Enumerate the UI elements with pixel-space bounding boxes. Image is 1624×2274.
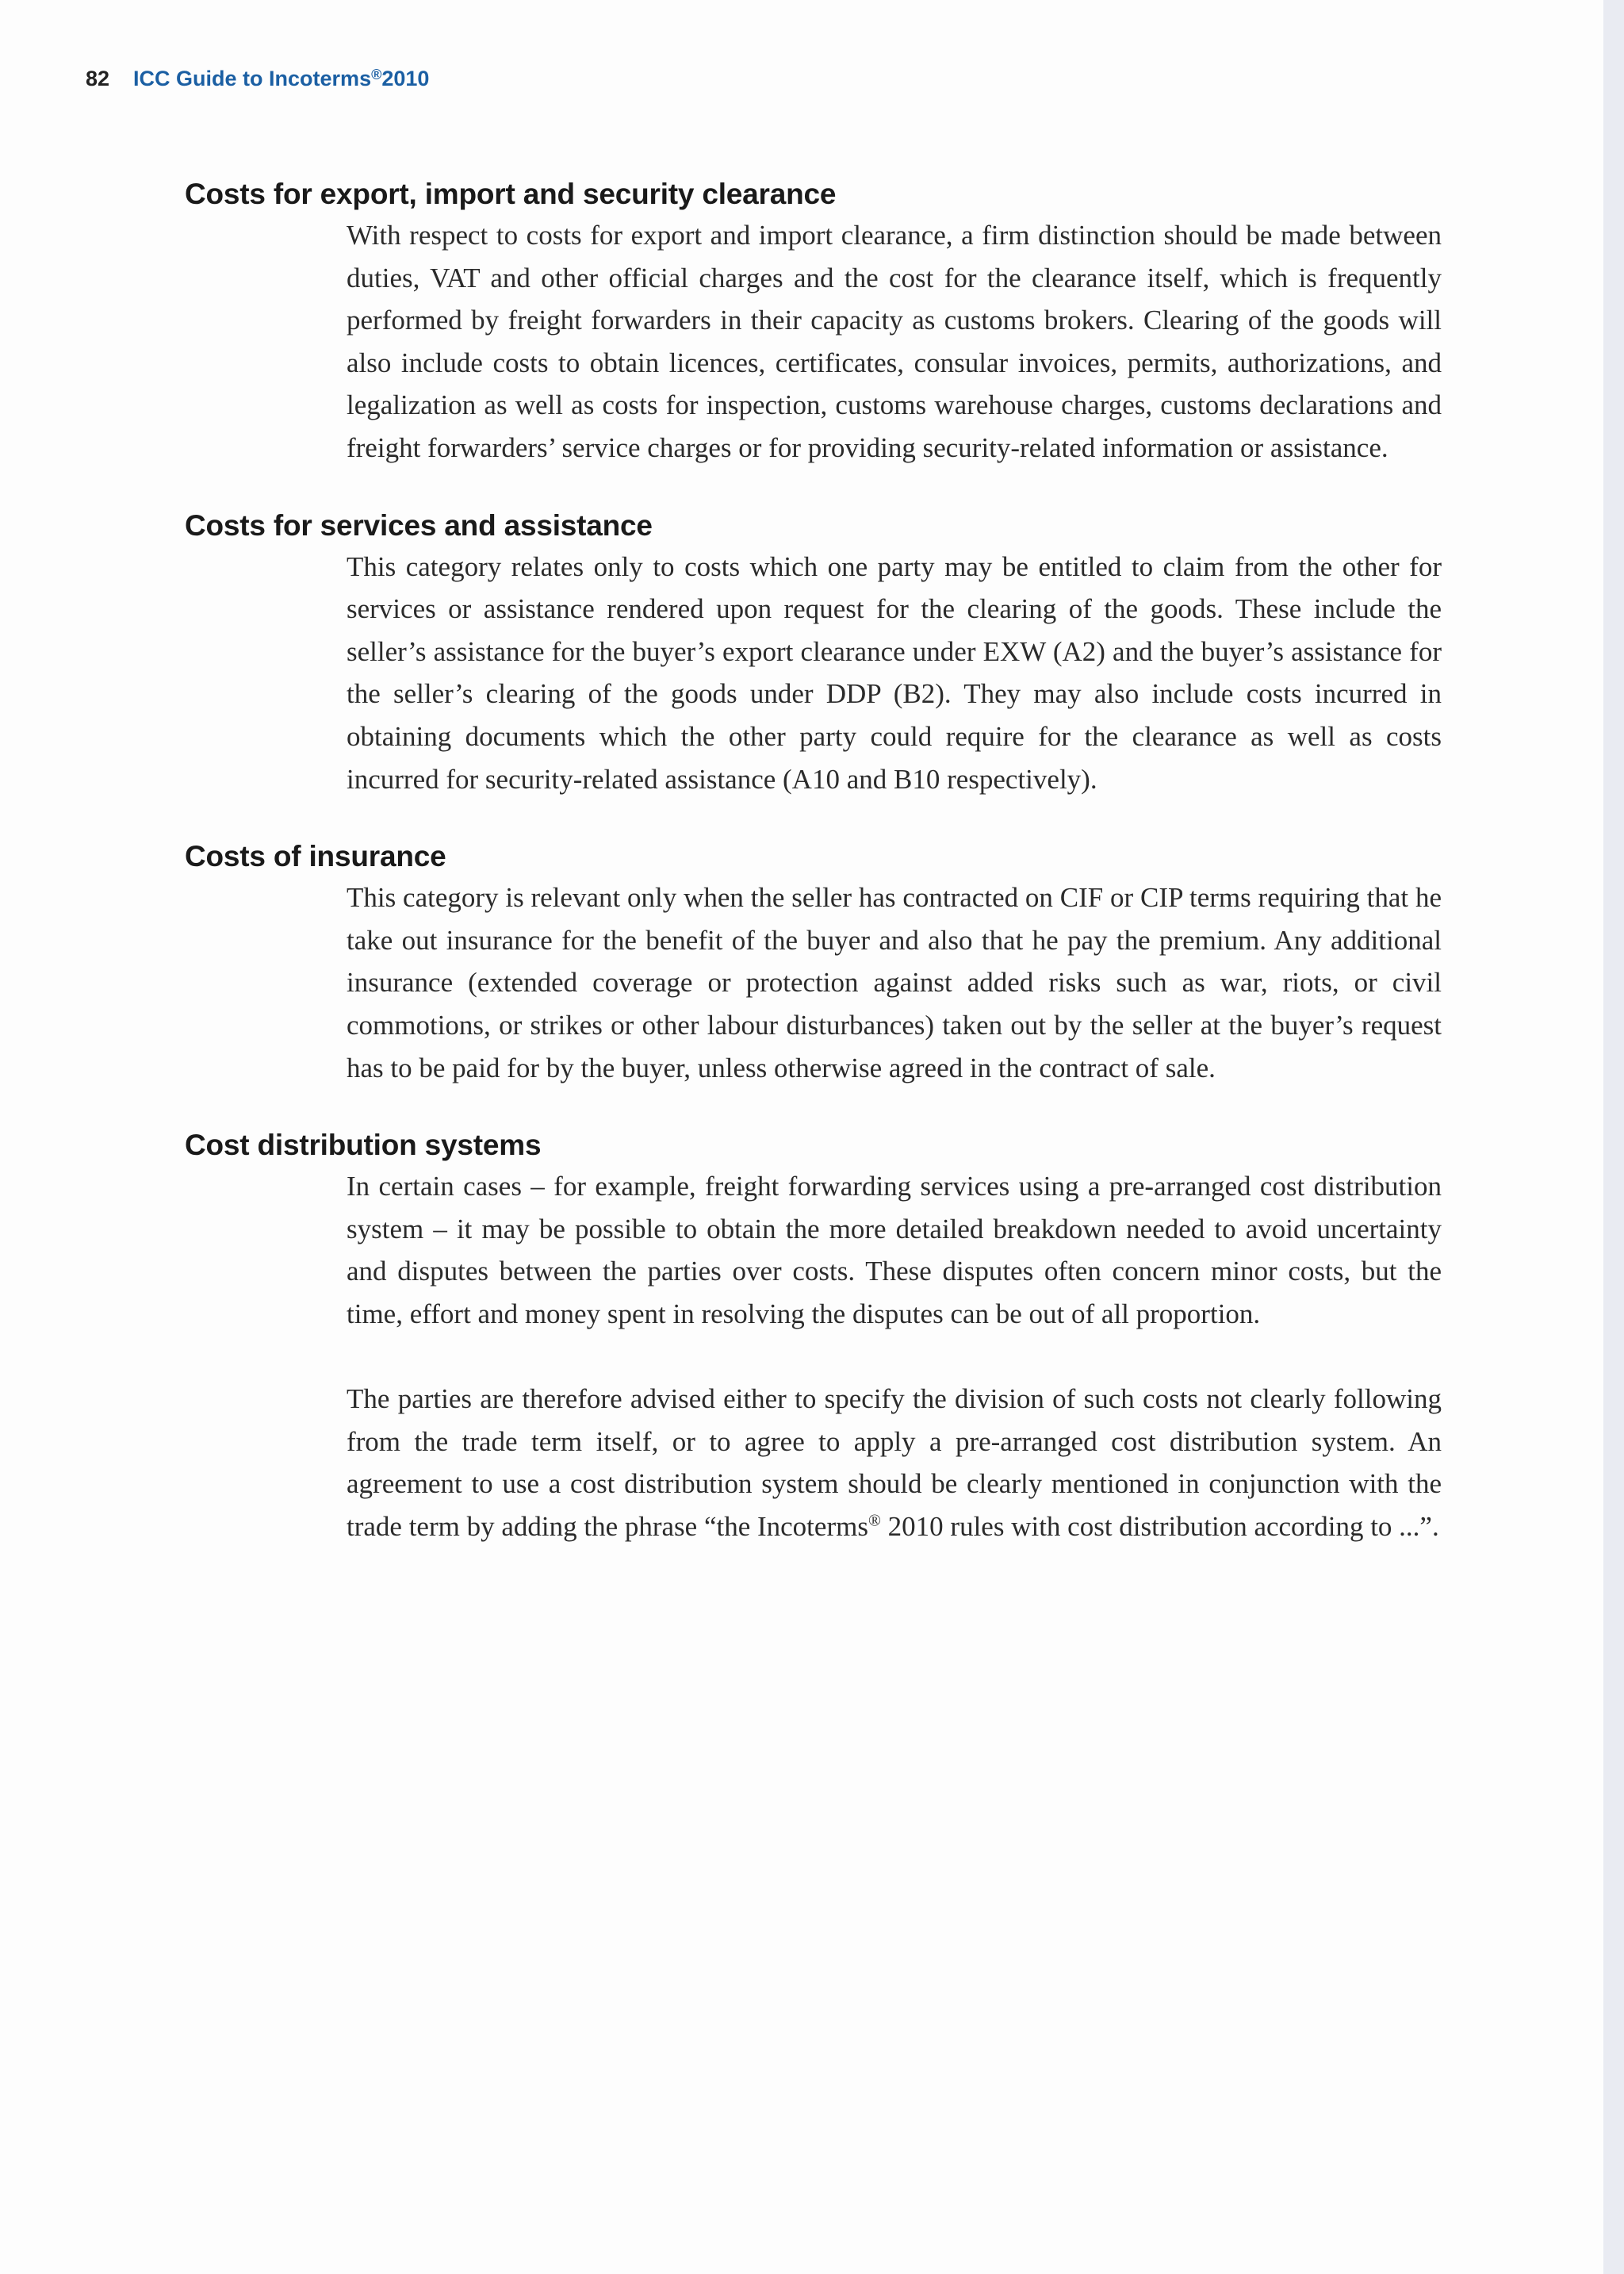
book-title-text: ICC Guide to Incoterms (133, 67, 372, 90)
section-heading: Costs for services and assistance (185, 508, 653, 542)
running-header (86, 59, 429, 94)
section-insurance (185, 837, 1442, 1089)
book-title (133, 67, 429, 90)
page-number: 82 (86, 67, 110, 90)
body-paragraph: This category is relevant only when the seller has contracted on CIF or CIP terms requiring that he take out insurance for the benefit of the buyer and also that he pay the premium. Any additional insurance (extended coverage or protection against added risks such as war, riots, or civil commotions, or strikes or other labour disturbances) taken out by the seller at the buyer’s request has to be paid for by the buyer, unless otherwise agreed in the contract of sale. (347, 882, 1442, 1083)
section-cost-distribution (185, 1125, 1442, 1547)
page-body (185, 174, 1442, 1584)
page-edge-strip (1603, 0, 1624, 2274)
section-heading: Costs of insurance (185, 840, 446, 873)
body-paragraph: With respect to costs for export and import clearance, a firm distinction should be made between duties, VAT and other official charges and the cost for the clearance itself, which is frequently performed by freight forwarders in their capacity as customs brokers. Clearing of the goods will also include costs to obtain licences, certificates, consular invoices, permits, authorizations, and legalization as well as costs for inspection, customs warehouse charges, customs declarations and freight forwarders’ service charges or for providing security-related information or assistance. (347, 220, 1442, 463)
section-heading: Cost distribution systems (185, 1129, 542, 1162)
body-paragraph-closing (347, 1378, 1442, 1547)
closing-text-end: 2010 rules with cost distribution according to ...”. (880, 1510, 1439, 1542)
section-heading: Costs for export, import and security clearance (185, 178, 837, 210)
body-paragraph: In certain cases – for example, freight forwarding services using a pre-arranged cost distribution system – it may be possible to obtain the more detailed breakdown needed to avoid uncertainty and disputes between the parties over costs. These disputes often concern minor costs, but the time, effort and money spent in resolving the disputes can be out of all proportion. (347, 1171, 1442, 1329)
registered-mark: ® (868, 1510, 881, 1530)
section-export-import-clearance (185, 174, 1442, 470)
closing-text: The parties are therefore advised either to specify the division of such costs not clearly following from the trade term itself, or to agree to apply a pre-arranged cost distribution system. An agreement to use a cost distribution system should be clearly mentioned in conjunction with the trade term by adding the phrase “the Incoterms (347, 1383, 1442, 1542)
book-title-year: 2010 (381, 67, 430, 90)
section-services-assistance (185, 506, 1442, 801)
registered-mark: ® (371, 67, 382, 82)
body-paragraph: This category relates only to costs which one party may be entitled to claim from the other for services or assistance rendered upon request for the clearing of the goods. These include the seller’s assistance for the buyer’s export clearance under EXW (A2) and the buyer’s assistance for the seller’s clearing of the goods under DDP (B2). They may also include costs incurred in obtaining documents which the other party could require for the clearance as well as costs incurred for security-related assistance (A10 and B10 respectively). (347, 550, 1442, 795)
